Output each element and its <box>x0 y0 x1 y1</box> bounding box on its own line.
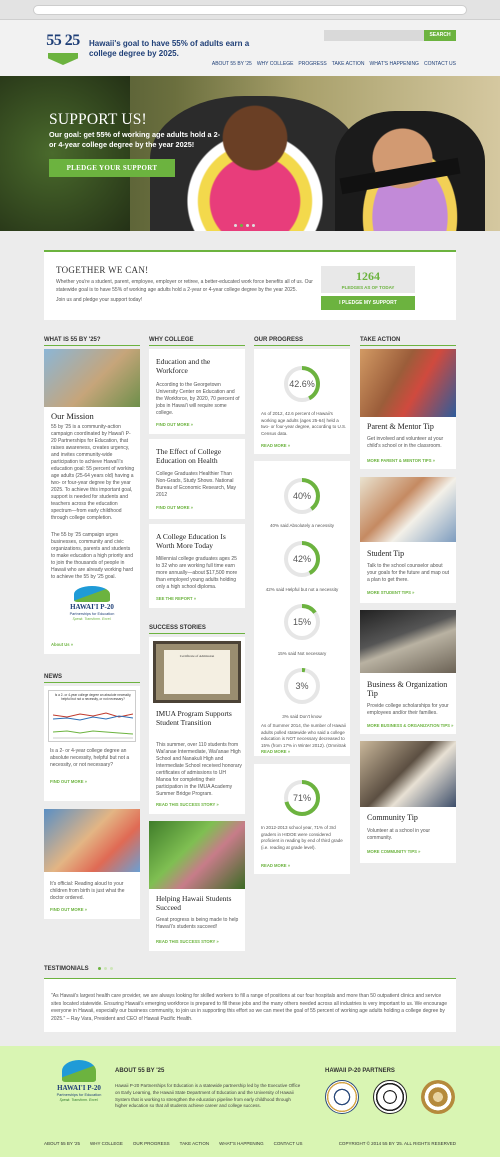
partner-seal-early-learning[interactable] <box>325 1080 359 1114</box>
mission-text: 55 by '25 is a community-action campaign coordinated by Hawai'i P-20 Partnerships for Education, that raises awareness, creates urgency, and invites community-wide participation to achieve Hawai'i's education goal: 55 percent of working age adults (25-64 years old) having a two- or four-year degree by the year 2025. To achieve this important goal, support is needed for students and teachers across the education spectrum—from early childhood through college completion. <box>51 424 135 521</box>
address-bar[interactable] <box>33 5 467 15</box>
p20-logo-motto: Speak. Transform. Excel. <box>72 617 112 621</box>
main-nav <box>212 61 456 67</box>
together-panel <box>44 250 456 320</box>
testimonial-dot[interactable] <box>104 967 107 970</box>
progress-value-3: 71% <box>292 793 311 803</box>
story-card-1 <box>149 637 245 814</box>
footer-logo-sub: Partnerships for Education <box>56 1093 102 1097</box>
action-title-2: Student Tip <box>367 549 405 558</box>
hero-banner <box>0 76 500 231</box>
action-card-1 <box>360 349 456 469</box>
nav-about[interactable]: ABOUT 55 BY '25 <box>211 61 252 67</box>
action-title-3: Business & Organization Tip <box>367 680 448 698</box>
footer-nav-progress[interactable]: OUR PROGRESS <box>132 1141 170 1146</box>
together-cta-text: Join us and pledge your support today! <box>56 297 143 303</box>
hero-title: SUPPORT US! <box>49 111 147 128</box>
why-more-1[interactable]: FIND OUT MORE » <box>156 422 193 427</box>
footer-partners-title: HAWAII P-20 PARTNERS <box>325 1068 395 1074</box>
nav-take-action[interactable]: TAKE ACTION <box>331 61 365 67</box>
slide-dot[interactable] <box>234 224 237 227</box>
news-chart-title: Is a 2- or 4-year college degree an absolute necessity, helpful but not a necessity, or not necessary? <box>54 693 132 701</box>
action-text-2: Talk to the school counselor about your goals for the future and map out a plan to get there. <box>367 563 449 583</box>
news-card-1 <box>44 686 140 801</box>
news-text-2: It's official: Reading aloud to your children from birth is just what the doctor ordered. <box>50 881 125 901</box>
footer-nav-why-college[interactable]: WHY COLLEGE <box>89 1141 123 1146</box>
testimonial-dot[interactable] <box>110 967 113 970</box>
students-garden-photo <box>149 821 245 889</box>
slide-dot-active[interactable] <box>240 224 243 227</box>
story-title-1: IMUA Program Supports Student Transition <box>156 709 232 727</box>
browser-chrome <box>0 0 500 20</box>
footer-about-text: Hawaii P-20 Partnerships for Education is a statewide partnership led by the Executive Office on Early Learning, the Hawaii State Department of Education and the University of Hawaii System that is working to strengthen the education pipeline from early childhood through higher education so that all students achieve career and college success. <box>115 1083 301 1109</box>
footer-about-title: ABOUT 55 BY '25 <box>115 1068 165 1074</box>
story-more-2[interactable]: READ THIS SUCCESS STORY » <box>156 939 219 944</box>
students-photo <box>44 349 140 407</box>
partner-seal-uh[interactable] <box>421 1080 455 1114</box>
footer-p20-logo-icon <box>62 1060 96 1082</box>
why-title-1: Education and the Workforce <box>156 357 211 375</box>
story-text-2: Great progress is being made to help Hawai'i's students succeed! <box>156 917 239 930</box>
footer-logo-motto: Speak. Transform. Excel. <box>59 1098 99 1102</box>
survey-more[interactable]: READ MORE » <box>261 749 291 754</box>
i-pledge-button[interactable]: I PLEDGE MY SUPPORT <box>321 296 415 310</box>
survey-value-1: 40% <box>292 491 311 501</box>
survey-caption-4: 3% said Don't know <box>282 714 322 719</box>
news-heading: NEWS <box>44 674 140 683</box>
site-footer <box>0 1046 500 1157</box>
action-text-3: Provide college scholarships for your employees and/or their families. <box>367 703 449 716</box>
progress-more-1[interactable]: READ MORE » <box>261 443 291 448</box>
hero-foliage <box>0 76 130 231</box>
testimonials-heading: TESTIMONIALS <box>44 966 89 972</box>
news-more-1[interactable]: FIND OUT MORE » <box>50 779 87 784</box>
progress-text-1: As of 2012, 42.6 percent of Hawaii's working age adults (ages 25-64) held a two- or four-year degree, according to U.S. Census data. <box>261 411 347 436</box>
community-classroom-photo <box>360 741 456 807</box>
mission-text-2: The 55 by '25 campaign urges businesses, community and civic organizations, parents and students to make education a high priority and to join the thousands of people in Hawaii who are already working hard to achieve the 55 by '25 goal. <box>51 532 133 580</box>
action-title-1: Parent & Mentor Tip <box>367 422 434 431</box>
survey-ring-2 <box>282 539 322 579</box>
mission-title: Our Mission <box>51 411 94 421</box>
why-card-3 <box>149 524 245 608</box>
action-more-2[interactable]: MORE STUDENT TIPS » <box>367 590 415 595</box>
progress-card-2 <box>254 461 350 756</box>
survey-ring-4 <box>282 666 322 706</box>
action-more-1[interactable]: MORE PARENT & MENTOR TIPS » <box>367 458 436 463</box>
nav-whats-happening[interactable]: WHAT'S HAPPENING <box>369 61 419 67</box>
action-card-3 <box>360 610 456 734</box>
testimonial-quote: "As Hawaii's largest health care provider, we are always looking for skilled workers to fill a range of positions at our four hospitals and more than 50 outpatient clinics and service sites located statewide. Ensuring Hawaii's emerging workforce is prepared to fill these jobs and the many others needed across all industries is very important to us. We encourage everyone in Hawaii, especially our business community, to join us in supporting this effort so we can meet the goal of 55 percent of working age adults holding a college degree by 2025." – Ray Vara, President and CEO of Hawaii Pacific Health. <box>44 978 456 1032</box>
news-card-2 <box>44 809 140 919</box>
testimonial-dot-active[interactable] <box>98 967 101 970</box>
news-chart-plot <box>53 705 133 739</box>
why-title-2: The Effect of College Education on Health <box>156 447 222 465</box>
certificate-text: Certificate of Admission <box>164 650 230 694</box>
hero-graduate-man <box>150 96 360 231</box>
progress-ring-1 <box>282 364 322 404</box>
p20-logo-sub: Partnerships for Education <box>69 612 115 616</box>
together-title: TOGETHER WE CAN! <box>56 265 149 275</box>
survey-ring-3 <box>282 602 322 642</box>
slide-dot[interactable] <box>246 224 249 227</box>
slide-dot[interactable] <box>252 224 255 227</box>
action-more-3[interactable]: MORE BUSINESS & ORGANIZATION TIPS » <box>367 723 454 728</box>
why-text-1: According to the Georgetown University Center on Education and the Workforce, by 2020, 70 percent of jobs in Hawai'i will require some college. <box>156 382 240 416</box>
p20-logo-text: HAWAI'I P-20 <box>70 603 114 611</box>
survey-value-4: 3% <box>295 681 309 691</box>
certificate-photo <box>153 641 241 703</box>
parent-child-photo <box>360 349 456 417</box>
search-button[interactable]: SEARCH <box>424 30 456 41</box>
story-title-2: Helping Hawaii Students Succeed <box>156 894 232 912</box>
survey-caption-1: 40% said Absolutely a necessity <box>269 523 335 528</box>
news-more-2[interactable]: FIND OUT MORE » <box>50 907 87 912</box>
survey-ring-1 <box>282 476 322 516</box>
nav-progress[interactable]: PROGRESS <box>298 61 327 67</box>
take-action-heading: TAKE ACTION <box>360 337 456 346</box>
hero-subtitle: Our goal: get 55% of working age adults hold a 2- or 4-year college degree by the year 2025! <box>49 130 221 149</box>
progress-value-1: 42.6% <box>289 379 315 389</box>
testimonial-dots <box>98 967 113 970</box>
survey-text: As of Summer 2014, the number of Hawaii adults polled statewide who said a college education is NOT necessary decreased to 15% (from 17% in Winter 2012). (Omnitrak <box>261 723 347 748</box>
action-text-1: Get involved and volunteer at your child's school or in the classroom. <box>367 436 444 449</box>
why-college-heading: WHY COLLEGE <box>149 337 245 346</box>
copyright: COPYRIGHT © 2014 55 BY '25. ALL RIGHTS RESERVED <box>338 1141 456 1146</box>
mission-card <box>44 349 140 654</box>
reading-children-photo <box>44 809 140 872</box>
why-title-3: A College Education Is Worth More Today <box>156 532 226 550</box>
story-text-1: This summer, over 110 students from Wai'anae Intermediate, Wai'anae High School and Nanakuli High and Intermediate School received honorary certificates of admissions to UH Manoa for completing their participation in the IMUA Academy Summer Bridge Program. <box>156 742 242 797</box>
progress-more-3[interactable]: READ MORE » <box>261 863 291 868</box>
why-more-2[interactable]: FIND OUT MORE » <box>156 505 193 510</box>
money-pile-photo <box>360 610 456 673</box>
survey-caption-3: 15% said Not necessary <box>277 651 327 656</box>
success-stories-heading: SUCCESS STORIES <box>149 625 245 634</box>
action-card-4 <box>360 741 456 863</box>
story-more-1[interactable]: READ THIS SUCCESS STORY » <box>156 802 219 807</box>
progress-ring-3 <box>282 778 322 818</box>
about-us-link[interactable]: About Us » <box>51 642 74 647</box>
pledge-counter <box>321 266 415 293</box>
nav-contact[interactable]: CONTACT US <box>423 61 456 67</box>
survey-value-2: 42% <box>292 554 311 564</box>
footer-logo-text: HAWAI'I P-20 <box>57 1084 101 1092</box>
progress-card-3 <box>254 764 350 874</box>
pledge-count-label: PLEDGES AS OF TODAY <box>341 285 395 290</box>
logo-text: 55 25 <box>46 32 80 49</box>
action-card-2 <box>360 477 456 603</box>
together-text: Whether you're a student, parent, employee, employer or retiree, a better-educated work force benefits all of us. Our statewide goal is to have 55% of working age adults hold a 2-year or 4-year college degree by the year 2025. <box>56 279 313 293</box>
progress-text-3: In 2012-2013 school year, 71% of 3rd graders in HIDOE were considered proficient in reading by end of third grade (i.e. reading at grade level). <box>261 825 343 850</box>
action-title-4: Community Tip <box>367 813 418 822</box>
news-chart <box>48 690 136 742</box>
pledge-your-support-button[interactable]: PLEDGE YOUR SUPPORT <box>49 159 175 177</box>
footer-nav <box>44 1141 302 1146</box>
action-text-4: Volunteer at a school in your community. <box>367 828 431 841</box>
action-more-4[interactable]: MORE COMMUNITY TIPS » <box>367 849 421 854</box>
survey-value-3: 15% <box>292 617 311 627</box>
footer-nav-contact[interactable]: CONTACT US <box>273 1141 303 1146</box>
why-card-1 <box>149 349 245 434</box>
why-card-2 <box>149 439 245 519</box>
site-logo[interactable] <box>44 31 82 65</box>
news-text-1: Is a 2- or 4-year college degree an absolute necessity, helpful but not a necessity, or not necessary? <box>50 748 130 768</box>
why-text-2: College Graduates Healthier Than Non-Grads, Study Shows. National Bureau of Economic Research, May 2012 <box>156 471 237 498</box>
footer-nav-take-action[interactable]: TAKE ACTION <box>179 1141 210 1146</box>
why-text-3: Millennial college graduates ages 25 to 32 who are working full time earn more annually—about $17,500 more than employed young adults holding only a high school diploma. <box>156 556 238 590</box>
what-is-heading: WHAT IS 55 BY '25? <box>44 337 140 346</box>
pledge-count: 1264 <box>356 269 380 283</box>
student-counselor-photo <box>360 477 456 542</box>
site-tagline: Hawaii's goal to have 55% of adults earn a college degree by 2025. <box>89 39 250 58</box>
why-more-3[interactable]: SEE THE REPORT » <box>156 596 197 601</box>
logo-shield <box>48 53 78 65</box>
story-card-2 <box>149 821 245 951</box>
our-progress-heading: OUR PROGRESS <box>254 337 350 346</box>
footer-nav-whats-happening[interactable]: WHAT'S HAPPENING <box>219 1141 264 1146</box>
p20-logo-icon <box>74 586 110 602</box>
progress-card-1 <box>254 349 350 454</box>
survey-caption-2: 42% said Helpful but not a necessity <box>265 587 339 592</box>
search-input[interactable] <box>324 30 424 41</box>
partner-seal-doe[interactable] <box>373 1080 407 1114</box>
nav-why-college[interactable]: WHY COLLEGE <box>256 61 294 67</box>
footer-nav-about[interactable]: ABOUT 55 BY '25 <box>44 1141 80 1146</box>
slider-dots <box>234 224 255 227</box>
